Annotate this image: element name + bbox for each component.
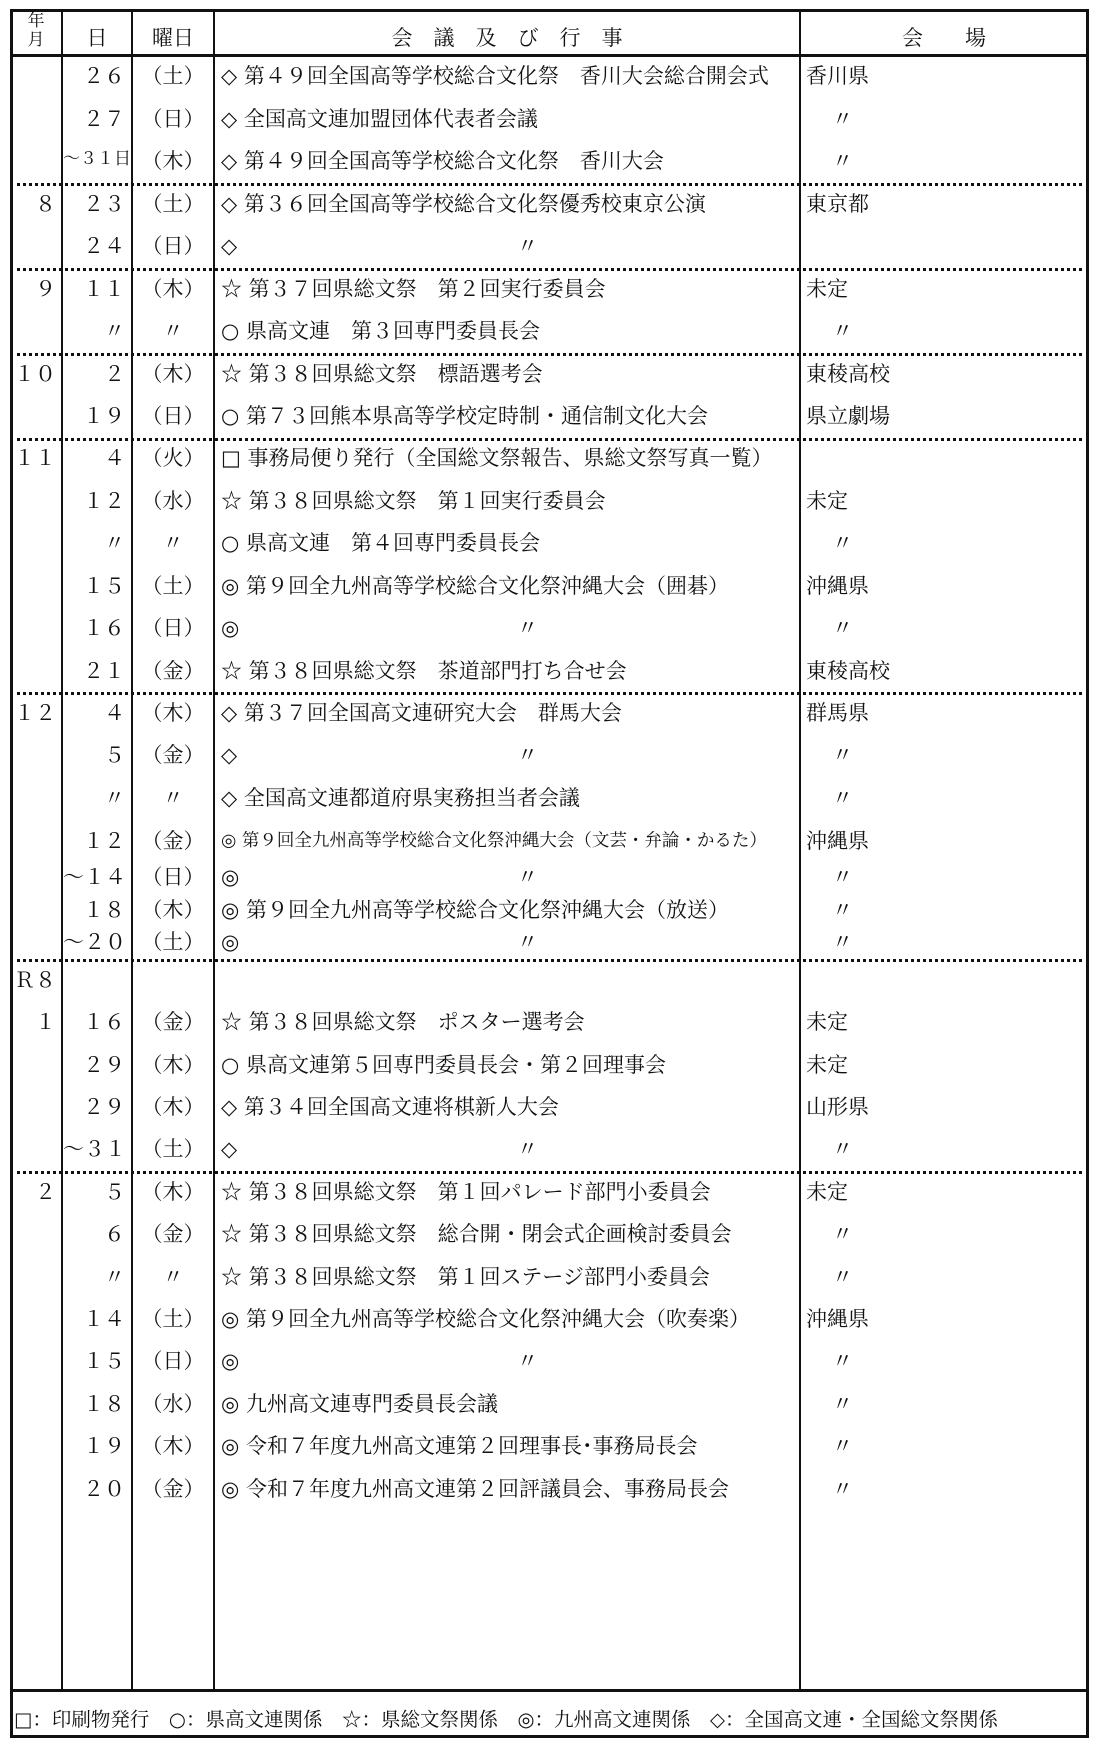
cell-weekday: （金） — [141, 1222, 205, 1246]
cell-weekday: （木） — [141, 362, 205, 386]
group-separator — [10, 268, 1089, 271]
cell-weekday: （日） — [141, 616, 205, 640]
cell-venue: 〃 — [832, 1265, 853, 1289]
cell-day: ２０ — [83, 1477, 125, 1501]
symbol-legend: □：印刷物発行 ○：県高文連関係 ☆：県総文祭関係 ◎：九州高文連関係 ◇：全国高文連・全国総文祭関係 — [14, 1708, 998, 1731]
cell-venue: 〃 — [832, 1392, 853, 1416]
cell-weekday: （木） — [141, 1434, 205, 1458]
cell-weekday: （木） — [141, 898, 205, 922]
cell-event: ◎ 九州高文連専門委員長会議 — [221, 1392, 498, 1416]
cell-event: ◇ — [221, 1137, 238, 1161]
footer-rule — [10, 1689, 1089, 1692]
cell-month: ８ — [35, 192, 56, 216]
cell-venue: 〃 — [832, 930, 853, 954]
cell-day: １８ — [83, 1392, 125, 1416]
header-weekday: 曜日 — [152, 26, 194, 50]
cell-venue: 〃 — [832, 531, 853, 555]
cell-event: ◇ — [221, 234, 238, 258]
cell-event: ◇ 全国高文連加盟団体代表者会議 — [221, 107, 538, 131]
cell-month: Ｒ８ — [14, 968, 56, 992]
cell-weekday: （土） — [141, 192, 205, 216]
header-event: 会 議 及 び 行 事 — [391, 26, 623, 50]
cell-event: ◎ — [221, 1349, 240, 1373]
cell-day: ～１４ — [63, 865, 126, 889]
cell-month: １０ — [14, 362, 56, 386]
cell-month: １ — [35, 1010, 56, 1034]
cell-day: １２ — [83, 489, 125, 513]
cell-day: １１ — [83, 277, 125, 301]
cell-event: ◎ 令和７年度九州高文連第２回理事長･事務局長会 — [221, 1434, 698, 1458]
cell-venue: 〃 — [832, 616, 853, 640]
cell-event: ◇ 第４９回全国高等学校総合文化祭 香川大会総合開会式 — [221, 64, 769, 88]
cell-event-ditto: 〃 — [517, 616, 538, 640]
cell-weekday: 〃 — [162, 1265, 184, 1289]
cell-venue: 〃 — [832, 743, 853, 767]
group-separator — [10, 959, 1089, 962]
cell-day: 〃 — [104, 786, 125, 810]
cell-event-ditto: 〃 — [517, 234, 538, 258]
cell-month: １１ — [14, 446, 56, 470]
cell-month: ９ — [35, 277, 56, 301]
cell-weekday: （火） — [141, 446, 205, 470]
cell-event: ◇ 第３４回全国高文連将棋新人大会 — [221, 1095, 559, 1119]
cell-event: ◎ 第９回全九州高等学校総合文化祭沖縄大会（吹奏楽） — [221, 1307, 750, 1331]
cell-venue: 群馬県 — [806, 701, 869, 725]
cell-venue: 〃 — [832, 1477, 853, 1501]
cell-day: ２ — [104, 362, 125, 386]
cell-event: ◇ 第３７回全国高文連研究大会 群馬大会 — [221, 701, 622, 725]
cell-venue: 県立劇場 — [806, 404, 890, 428]
cell-venue: 未定 — [806, 1053, 848, 1077]
cell-venue: 未定 — [806, 489, 848, 513]
cell-event: ○ 県高文連 第３回専門委員長会 — [221, 319, 540, 343]
cell-venue: 未定 — [806, 1180, 848, 1204]
cell-event-ditto: 〃 — [517, 930, 538, 954]
cell-day: ４ — [104, 446, 125, 470]
cell-event: ○ 第７３回熊本県高等学校定時制・通信制文化大会 — [221, 404, 708, 428]
cell-weekday: （土） — [141, 1307, 205, 1331]
cell-weekday: （金） — [141, 829, 205, 853]
cell-event: ◎ 第９回全九州高等学校総合文化祭沖縄大会（放送） — [221, 898, 729, 922]
cell-event-ditto: 〃 — [517, 1349, 538, 1373]
cell-weekday: （金） — [141, 659, 205, 683]
cell-day: ４ — [104, 701, 125, 725]
cell-day: 〃 — [104, 1265, 125, 1289]
group-separator — [10, 692, 1089, 695]
cell-venue: 山形県 — [806, 1095, 869, 1119]
cell-event: ◎ — [221, 930, 240, 954]
cell-event: ☆ 第３８回県総文祭 第１回ステージ部門小委員会 — [221, 1265, 710, 1289]
cell-event: ◎ — [221, 616, 240, 640]
cell-event: ◇ — [221, 743, 238, 767]
header-venue: 会 場 — [902, 26, 986, 50]
column-divider — [799, 9, 801, 1689]
cell-day: １６ — [83, 616, 125, 640]
cell-day: １５ — [83, 574, 125, 598]
cell-weekday: 〃 — [162, 319, 184, 343]
cell-venue: 未定 — [806, 1010, 848, 1034]
cell-day: ２１ — [83, 659, 125, 683]
cell-event: □ 事務局便り発行（全国総文祭報告、県総文祭写真一覧） — [221, 446, 773, 470]
cell-month: ２ — [35, 1180, 56, 1204]
cell-day: ２３ — [83, 192, 125, 216]
cell-weekday: （日） — [141, 234, 205, 258]
cell-weekday: （土） — [141, 64, 205, 88]
cell-venue: 〃 — [832, 1349, 853, 1373]
cell-venue: 未定 — [806, 277, 848, 301]
cell-venue: 〃 — [832, 786, 853, 810]
cell-day: １６ — [83, 1010, 125, 1034]
cell-venue: 〃 — [832, 1222, 853, 1246]
header-day: 日 — [86, 26, 108, 50]
cell-weekday: （日） — [141, 404, 205, 428]
cell-day: ６ — [104, 1222, 125, 1246]
cell-day: ～２０ — [63, 930, 126, 954]
cell-event-ditto: 〃 — [517, 865, 538, 889]
group-separator — [10, 183, 1089, 186]
cell-venue: 香川県 — [806, 64, 869, 88]
cell-venue: 東稜高校 — [806, 659, 890, 683]
cell-day: ～３１日 — [63, 149, 131, 169]
cell-day: 〃 — [104, 319, 125, 343]
cell-day: ～３１ — [63, 1137, 126, 1161]
cell-event: ☆ 第３８回県総文祭 ポスター選考会 — [221, 1010, 585, 1034]
group-separator — [10, 353, 1089, 356]
cell-event: ◎ 第９回全九州高等学校総合文化祭沖縄大会（囲碁） — [221, 574, 729, 598]
cell-venue: 〃 — [832, 1434, 853, 1458]
schedule-sheet — [10, 9, 1089, 1738]
cell-weekday: （水） — [141, 1392, 205, 1416]
cell-event: ◎ 令和７年度九州高文連第２回評議員会、事務局長会 — [221, 1477, 729, 1501]
cell-day: １２ — [83, 829, 125, 853]
cell-weekday: （日） — [141, 107, 205, 131]
cell-venue: 沖縄県 — [806, 1307, 869, 1331]
cell-day: ２４ — [83, 234, 125, 258]
cell-weekday: 〃 — [162, 786, 184, 810]
cell-weekday: （土） — [141, 930, 205, 954]
header-month: 年 月 — [27, 11, 45, 50]
cell-day: ２９ — [83, 1095, 125, 1119]
cell-weekday: （金） — [141, 743, 205, 767]
cell-event-ditto: 〃 — [517, 743, 538, 767]
cell-day: ５ — [104, 743, 125, 767]
cell-venue: 〃 — [832, 898, 853, 922]
cell-event: ◇ 第３６回全国高等学校総合文化祭優秀校東京公演 — [221, 192, 706, 216]
cell-event: ☆ 第３７回県総文祭 第２回実行委員会 — [221, 277, 606, 301]
cell-event-ditto: 〃 — [517, 1137, 538, 1161]
cell-day: ２６ — [83, 64, 125, 88]
cell-day: 〃 — [104, 531, 125, 555]
cell-day: １８ — [83, 898, 125, 922]
cell-event: ☆ 第３８回県総文祭 茶道部門打ち合せ会 — [221, 659, 627, 683]
cell-day: ２９ — [83, 1053, 125, 1077]
cell-venue: 沖縄県 — [806, 829, 869, 853]
cell-venue: 〃 — [832, 865, 853, 889]
group-separator — [10, 438, 1089, 441]
cell-weekday: （水） — [141, 489, 205, 513]
cell-weekday: （金） — [141, 1010, 205, 1034]
cell-venue: 東稜高校 — [806, 362, 890, 386]
cell-weekday: （木） — [141, 149, 205, 173]
cell-event: ☆ 第３８回県総文祭 第１回パレード部門小委員会 — [221, 1180, 711, 1204]
cell-weekday: （木） — [141, 277, 205, 301]
cell-weekday: （土） — [141, 574, 205, 598]
cell-event: ☆ 第３８回県総文祭 第１回実行委員会 — [221, 489, 606, 513]
cell-weekday: （木） — [141, 701, 205, 725]
cell-venue: 〃 — [832, 1137, 853, 1161]
cell-weekday: 〃 — [162, 531, 184, 555]
cell-venue: 沖縄県 — [806, 574, 869, 598]
cell-day: １４ — [83, 1307, 125, 1331]
cell-event: ◎ — [221, 865, 240, 889]
column-divider — [213, 9, 215, 1689]
cell-event: ◇ 第４９回全国高等学校総合文化祭 香川大会 — [221, 149, 664, 173]
cell-day: ５ — [104, 1180, 125, 1204]
cell-day: ２７ — [83, 107, 125, 131]
cell-day: １５ — [83, 1349, 125, 1373]
cell-venue: 東京都 — [806, 192, 869, 216]
cell-weekday: （土） — [141, 1137, 205, 1161]
cell-venue: 〃 — [832, 319, 853, 343]
group-separator — [10, 1171, 1089, 1174]
cell-event: ☆ 第３８回県総文祭 標語選考会 — [221, 362, 543, 386]
cell-day: １９ — [83, 1434, 125, 1458]
cell-weekday: （木） — [141, 1095, 205, 1119]
cell-event: ◎ 第９回全九州高等学校総合文化祭沖縄大会（文芸・弁論・かるた） — [221, 831, 767, 851]
cell-weekday: （日） — [141, 1349, 205, 1373]
cell-event: ☆ 第３８回県総文祭 総合開・閉会式企画検討委員会 — [221, 1222, 732, 1246]
cell-weekday: （木） — [141, 1053, 205, 1077]
cell-event: ○ 県高文連 第４回専門委員長会 — [221, 531, 540, 555]
cell-event: ○ 県高文連第５回専門委員長会・第２回理事会 — [221, 1053, 666, 1077]
cell-venue: 〃 — [832, 107, 853, 131]
cell-weekday: （金） — [141, 1477, 205, 1501]
cell-venue: 〃 — [832, 149, 853, 173]
cell-weekday: （木） — [141, 1180, 205, 1204]
header-rule — [10, 54, 1089, 57]
cell-day: １９ — [83, 404, 125, 428]
cell-weekday: （日） — [141, 865, 205, 889]
cell-month: １２ — [14, 701, 56, 725]
cell-event: ◇ 全国高文連都道府県実務担当者会議 — [221, 786, 580, 810]
